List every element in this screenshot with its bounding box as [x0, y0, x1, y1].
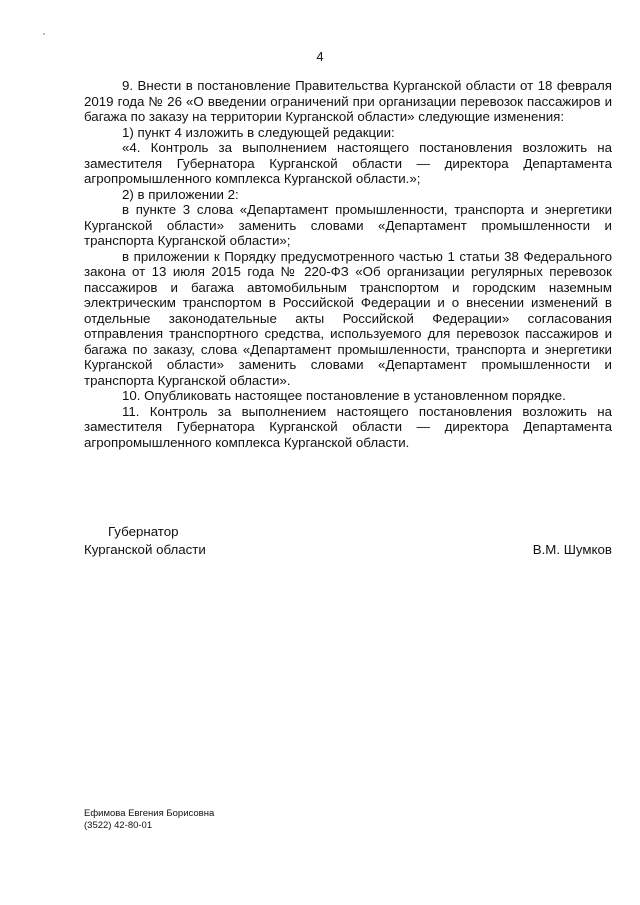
signatory-title: Губернатор — [108, 524, 179, 539]
signatory-region: Курганской области — [84, 542, 206, 557]
paragraph-item-11: 11. Контроль за выполнением настоящего постановления возложить на заместителя Губернатора Курганской области — директора Департамента агропромышленного комплекса Курганской области. — [84, 403, 612, 450]
signatory-name: В.М. Шумков — [532, 542, 612, 557]
executor-phone: (3522) 42-80-01 — [84, 820, 153, 831]
paragraph-appendix-change: в приложении к Порядку предусмотренного частью 1 статьи 38 Федерального закона от 13 июля 2015 года № 220-ФЗ «Об организации регулярных перевозок пассажиров и багажа автомобильным транспортом и городским наземным электрическим транспортом в Российской Федерации и о внесении изменений в отдельные законодательные акты Российской Федерации» согласования отправления транспортного средства, используемого для перевозок пассажиров и багажа по заказу, слова «Департамент промышленности, транспорта и энергетики Курганской области» заменить словами «Департамент промышленности и транспорта Курганской области». — [84, 248, 612, 388]
document-body — [84, 78, 612, 450]
paragraph-quoted-item-4: «4. Контроль за выполнением настоящего постановления возложить на заместителя Губернатора Курганской области — директора Департамента агропромышленного комплекса Курганской области.»; — [84, 140, 612, 186]
paragraph-point-3-change: в пункте 3 слова «Департамент промышленности, транспорта и энергетики Курганской области» заменить словами «Департамент промышленности и транспорта Курганской области»; — [84, 202, 612, 248]
paragraph-item-9: 9. Внести в постановление Правительства Курганской области от 18 февраля 2019 года № 26 «О введении ограничений при организации перевозок пассажиров и багажа по заказу на территории Курганской области» следующие изменения: — [84, 78, 612, 124]
paragraph-subitem-2: 2) в приложении 2: — [122, 186, 239, 202]
executor-name: Ефимова Евгения Борисовна — [84, 808, 215, 819]
signature-block — [84, 524, 612, 564]
paragraph-item-10: 10. Опубликовать настоящее постановление в установленном порядке. — [122, 388, 566, 403]
executor-block — [84, 808, 214, 832]
page-number: 4 — [316, 49, 324, 64]
paragraph-subitem-1: 1) пункт 4 изложить в следующей редакции: — [122, 124, 395, 140]
scan-artifact — [43, 33, 45, 35]
